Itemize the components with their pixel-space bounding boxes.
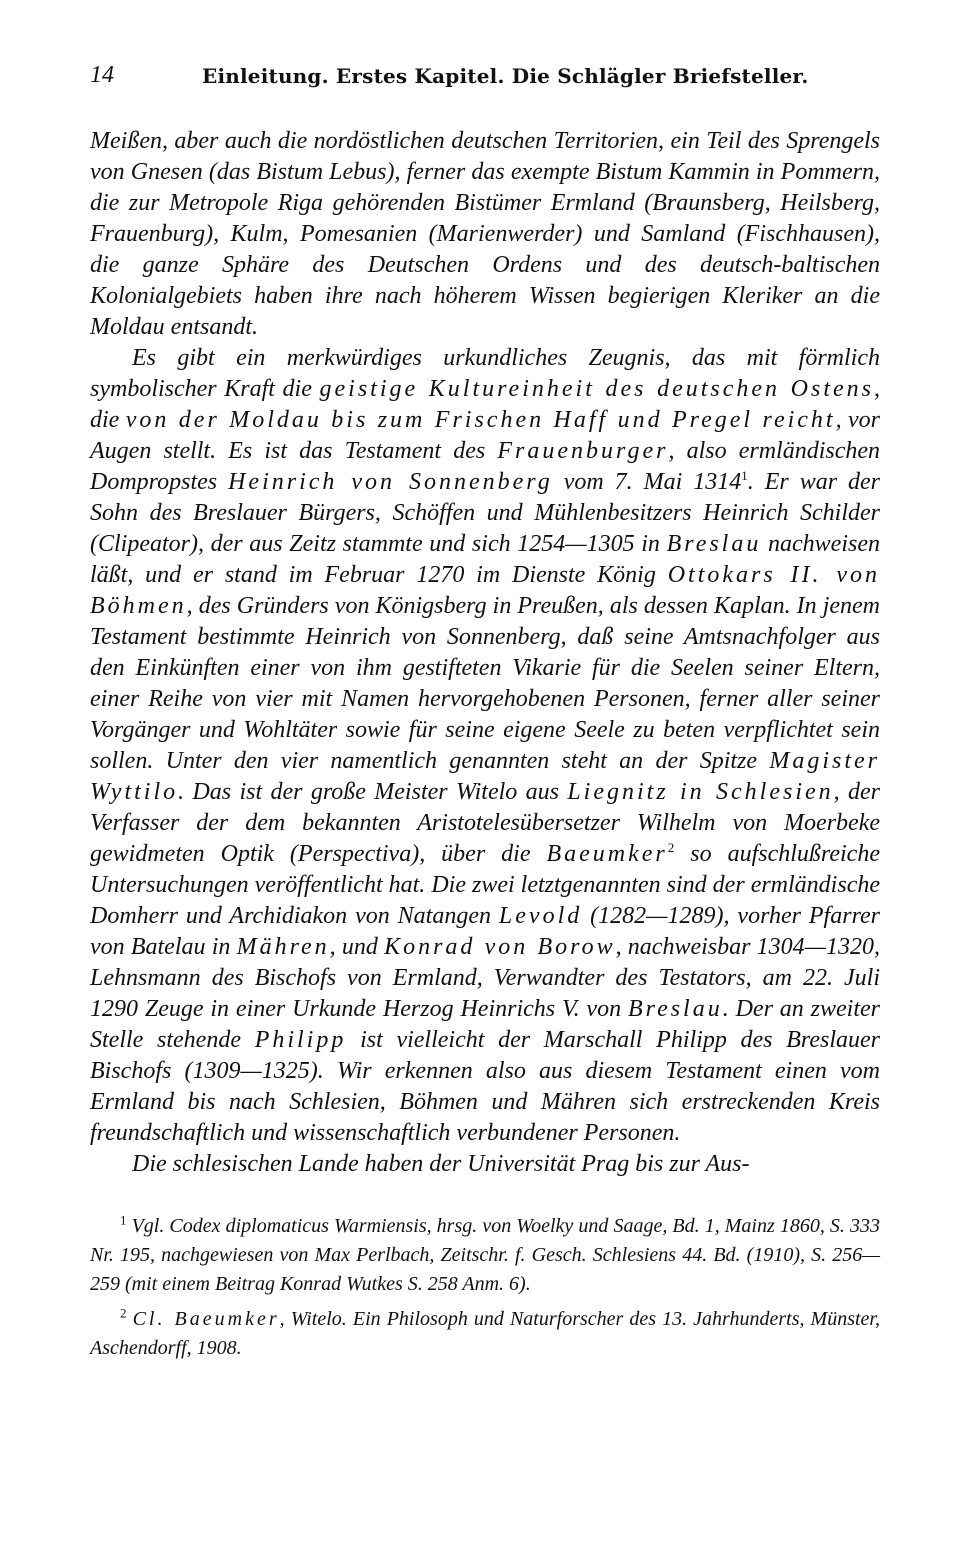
spaced-text: Breslau [666,531,762,557]
text-run: , also ermländischen Dompropstes [90,438,881,495]
book-page [90,62,880,1369]
footnote-mark: 1 [120,1212,127,1228]
text-run: , der Verfasser der dem bekannten Aristotelesübersetzer Wilhelm von Moerbeke gewidmeten Optik (Perspectiva), über die [90,779,880,867]
text-run: ist vielleicht der Marschall Philipp des Breslauer Bischofs (1309—1325). Wir erkennen also aus diesem Testament einen vom Ermland bis nach Schlesien, Böhmen und Mähren sich erstreckenden Kreis freundschaftlich und wissenschaftlich verbundener Personen. [90,1027,880,1146]
spaced-text: geistige Kultureinheit des deutschen Ostens [319,376,874,402]
spaced-text: Ottokars II. von Böhmen [90,562,880,619]
spaced-text: Heinrich von Sonnenberg [228,469,553,495]
text-run: Es gibt ein merkwürdiges urkundliches Zeugnis, das mit förmlich symbolischer Kraft die [90,345,880,402]
text-run: nachweisen läßt, und er stand im Februar 1270 im Dienste König [90,531,880,588]
text-run: vom 7. Mai 1314 [552,469,742,495]
spaced-text: Mähren [236,934,330,960]
footnote-ref-2: 2 [667,840,675,855]
footnote-mark: 2 [120,1305,127,1321]
text-run: (1282—1289), vorher Pfarrer von Batelau in [90,903,881,960]
running-header [90,62,880,96]
spaced-text: Konrad von Borow [384,934,616,960]
spaced-text: von der Moldau bis zum Frischen Haff und Pregel reicht [125,407,836,433]
text-run: , nachweisbar 1304—1320, Lehnsmann des Bischofs von Ermland, Verwandter des Testators, am 22. Juli 1290 Zeuge in einer Urkunde Herzog Heinrichs V. von [90,934,881,1022]
paragraph-1: Meißen, aber auch die nordöstlichen deutschen Territorien, ein Teil des Sprengels von Gnesen (das Bistum Lebus), ferner das exempte Bistum Kammin in Pommern, die zur Metropole Riga gehörenden Bistümer Ermland (Braunsberg, Heilsberg, Frauenburg), Kulm, Pomesanien (Marienwerder) und Samland (Fischhausen), die ganze Sphäre des Deutschen Ordens und des deutsch-baltischen Kolonialgebiets haben ihre nach höherem Wissen begierigen Kleriker an die Moldau entsandt. [90,128,880,340]
footnote-text: , Witelo. Ein Philosoph und Naturforscher des 13. Jahrhunderts, Münster, Aschendorff, 1908. [90,1308,880,1359]
main-text [90,126,880,1180]
text-run: so aufschlußreiche Untersuchungen veröffentlicht hat. Die zwei letztgenannten sind der ermländische Domherr und Archidiakon von Natangen [90,841,880,929]
spaced-text: Philipp [254,1027,347,1053]
text-run: . Der an zweiter Stelle stehende [90,996,880,1053]
page-number: 14 [90,62,114,88]
text-run: , des Gründers von Königsberg in Preußen, als dessen Kaplan. In jenem Testament bestimmte Heinrich von Sonnenberg, daß seine Amtsnachfolger aus den Einkünften einer von ihm gestifteten Vikarie für die Seelen seiner Eltern, einer Reihe von vier mit Namen hervorgehobenen Personen, ferner aller seiner Vorgänger und Wohltäter sowie für seine eigene Seele zu beten verpflichtet sein sollen. Unter den vier namentlich genannten steht an der Spitze [90,593,880,774]
footnote-ref-1: 1 [741,468,748,483]
footnote-1 [90,1212,880,1299]
text-run: . Er war der Sohn des Breslauer Bürgers, Schöffen und Mühlenbesitzers Heinrich Schilder (Clipeator), der aus Zeitz stammte und sich 1254—1305 in [90,469,881,557]
running-title: Einleitung. Erstes Kapitel. Die Schlägler Briefsteller. [202,64,809,88]
spaced-text: Frauenburger [497,438,669,464]
footnote-2 [90,1305,880,1363]
text-run: , vor Augen stellt. Es ist das Testament des [90,407,880,464]
text-run: . Das ist der große Meister Witelo aus [178,779,568,805]
footnote-text: Vgl. Codex diplomaticus Warmiensis, hrsg. von Woelky und Saage, Bd. 1, Mainz 1860, S. 333 Nr. 195, nachgewiesen von Max Perlbach, Zeitschr. f. Gesch. Schlesiens 44. Bd. (1910), S. 256—259 (mit einem Beitrag Konrad Wutkes S. 258 Anm. 6). [90,1215,880,1295]
text-run: , die [90,376,880,433]
footnotes [90,1212,880,1363]
paragraph-3: Die schlesischen Lande haben der Universität Prag bis zur Aus- [132,1151,750,1177]
spaced-text: Liegnitz in Schlesien [567,779,834,805]
spaced-text: Baeumker [546,841,668,867]
text-run: , und [329,934,385,960]
spaced-text: Levold [498,903,583,929]
spaced-text: Breslau [627,996,723,1022]
paragraph-2 [90,343,880,1149]
footnote-author: Cl. Baeumker [132,1308,280,1330]
spaced-text: Magister Wyttilo [90,748,880,805]
